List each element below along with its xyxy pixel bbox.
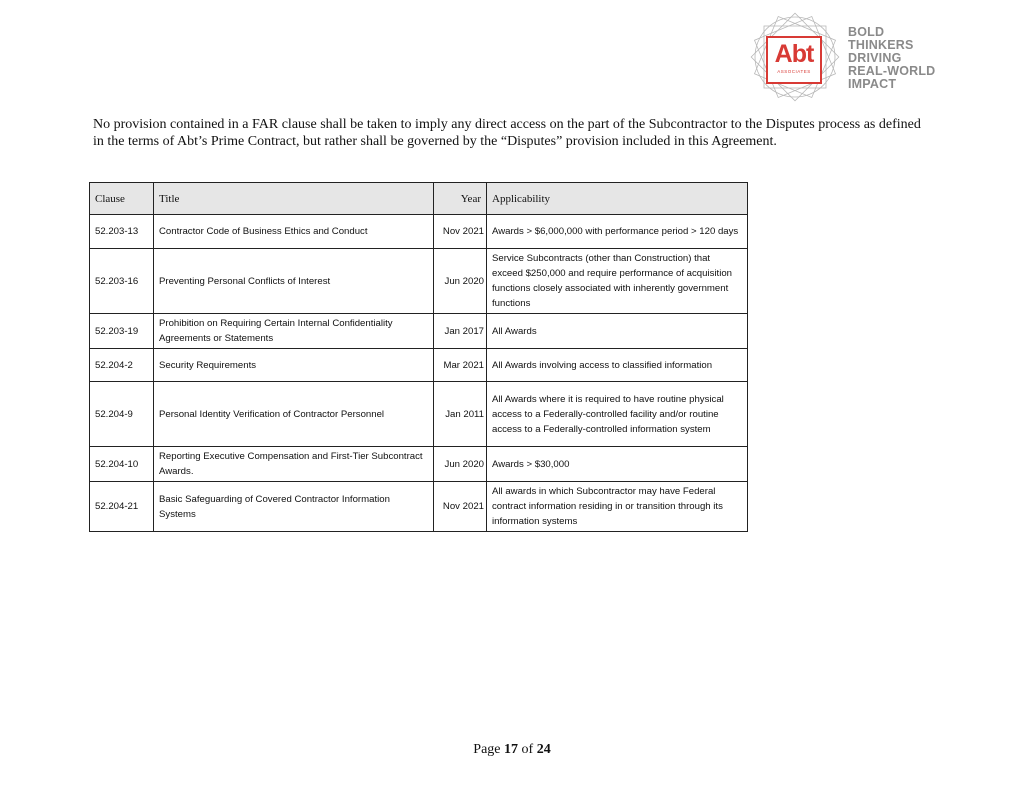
page-total: 24 — [536, 742, 551, 757]
page-prefix: Page — [473, 742, 501, 757]
header-applicability: Applicability — [487, 183, 748, 215]
cell-title: Reporting Executive Compensation and First-Tier Subcontract Awards. — [154, 447, 434, 482]
table-header-row — [90, 183, 748, 215]
cell-applicability: Awards > $6,000,000 with performance period > 120 days — [487, 215, 748, 249]
table-row — [90, 382, 748, 447]
logo-sub-text: ASSOCIATES — [777, 69, 811, 74]
tagline-line: DRIVING — [848, 51, 902, 65]
cell-title: Preventing Personal Conflicts of Interest — [154, 249, 434, 314]
cell-clause: 52.204-10 — [90, 447, 154, 482]
cell-clause: 52.203-19 — [90, 314, 154, 349]
tagline-line: BOLD — [848, 25, 885, 39]
tagline-line: IMPACT — [848, 77, 897, 91]
cell-clause: 52.203-13 — [90, 215, 154, 249]
table-row — [90, 249, 748, 314]
cell-title: Personal Identity Verification of Contractor Personnel — [154, 382, 434, 447]
cell-year: Mar 2021 — [434, 349, 487, 382]
tagline-line: THINKERS — [848, 38, 914, 52]
cell-applicability: All Awards where it is required to have routine physical access to a Federally-controlled facility and/or routine access to a Federally-controlled information system — [487, 382, 748, 447]
table-row — [90, 314, 748, 349]
cell-title: Security Requirements — [154, 349, 434, 382]
page-current: 17 — [504, 742, 519, 757]
logo-brand-text: Abt — [774, 40, 814, 68]
abt-logo — [750, 12, 950, 102]
page-of: of — [521, 742, 534, 757]
cell-year: Nov 2021 — [434, 482, 487, 532]
cell-title: Prohibition on Requiring Certain Internal Confidentiality Agreements or Statements — [154, 314, 434, 349]
table-row — [90, 447, 748, 482]
cell-applicability: Service Subcontracts (other than Construction) that exceed $250,000 and require performance of acquisition functions closely associated with inherently government functions — [487, 249, 748, 314]
cell-clause: 52.203-16 — [90, 249, 154, 314]
cell-year: Jun 2020 — [434, 249, 487, 314]
page-number — [0, 742, 1024, 758]
intro-paragraph: No provision contained in a FAR clause shall be taken to imply any direct access on the part of the Subcontractor to the Disputes process as defined in the terms of Abt’s Prime Contract, but rather shall be governed by the “Disputes” provision included in this Agreement. — [93, 117, 921, 149]
cell-applicability: Awards > $30,000 — [487, 447, 748, 482]
table-row — [90, 482, 748, 532]
table-row — [90, 215, 748, 249]
cell-applicability: All Awards — [487, 314, 748, 349]
far-clause-table — [89, 182, 748, 532]
cell-title: Contractor Code of Business Ethics and Conduct — [154, 215, 434, 249]
cell-year: Jan 2011 — [434, 382, 487, 447]
tagline-line: REAL-WORLD — [848, 64, 936, 78]
cell-applicability: All awards in which Subcontractor may have Federal contract information residing in or transition through its information systems — [487, 482, 748, 532]
logo-badge — [766, 36, 822, 84]
cell-applicability: All Awards involving access to classified information — [487, 349, 748, 382]
header-clause: Clause — [90, 183, 154, 215]
header-title: Title — [154, 183, 434, 215]
cell-year: Jan 2017 — [434, 314, 487, 349]
cell-clause: 52.204-9 — [90, 382, 154, 447]
cell-year: Jun 2020 — [434, 447, 487, 482]
header-year: Year — [434, 183, 487, 215]
cell-year: Nov 2021 — [434, 215, 487, 249]
table-row — [90, 349, 748, 382]
cell-clause: 52.204-21 — [90, 482, 154, 532]
cell-title: Basic Safeguarding of Covered Contractor Information Systems — [154, 482, 434, 532]
cell-clause: 52.204-2 — [90, 349, 154, 382]
logo-tagline — [848, 26, 935, 91]
